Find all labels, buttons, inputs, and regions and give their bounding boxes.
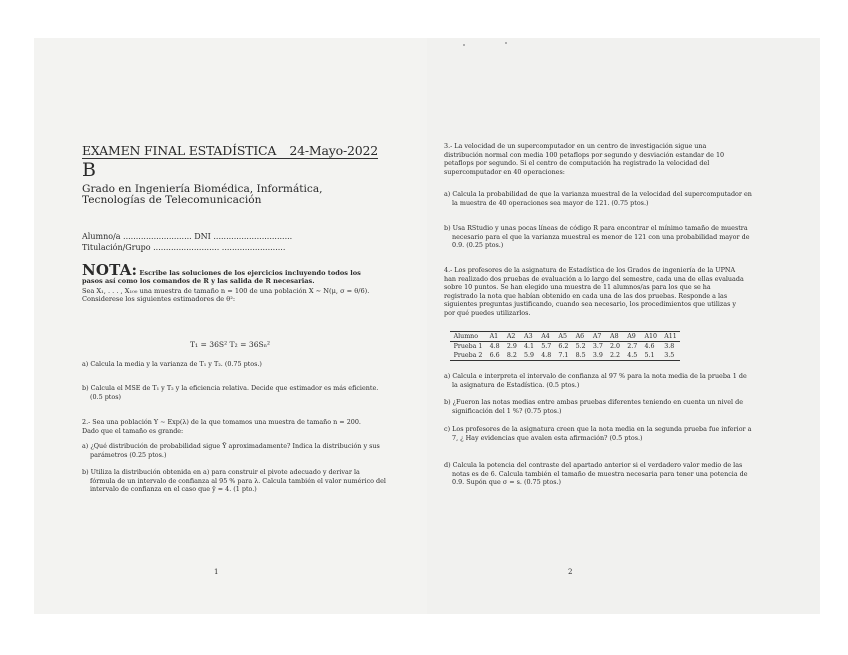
grades-table — [450, 331, 680, 361]
exercise-4d: d) Calcula la potencia del contraste del apartado anterior si el verdadero valor medio de las notas es de 6. Calcula también el tamaño de muestra necesaria para tener una potencia de 0.9. Supón que σ = s. (0.75 ptos.) — [444, 461, 748, 487]
scanned-exam — [34, 38, 820, 614]
table-row — [450, 351, 680, 361]
table-cell: 2.9 — [506, 343, 517, 350]
table-cell: 3.8 — [664, 343, 675, 350]
exercise-2b: b) Utiliza la distribución obtenida en a) para construir el pivote adecuado y derivar la fórmula de un intervalo de confianza al 95 % para λ. Calcula también el valor numérico del intervalo de confianza en el caso que ȳ = 4. (1 pto.) — [82, 468, 386, 494]
table-cell: 3.5 — [664, 352, 675, 359]
exercise-2-intro: 2.- Sea una población Y ∼ Exp(λ) de la que tomamos una muestra de tamaño n = 200. Dado que el tamaño es grande: — [82, 418, 361, 435]
table-header-row — [450, 332, 680, 342]
table-header-cell: A6 — [575, 333, 585, 340]
table-cell: 3.9 — [592, 352, 603, 359]
exercise-4b: b) ¿Fueron las notas medias entre ambas pruebas diferentes teniendo en cuenta un nivel de significación del 1 %? (0.75 ptos.) — [444, 398, 743, 415]
page-1 — [34, 38, 427, 614]
table-row — [450, 342, 680, 352]
exam-header — [82, 143, 378, 158]
table-cell: 4.6 — [644, 343, 655, 350]
exercise-1b: b) Calcula el MSE de T₁ y T₂ y la eficiencia relativa. Decide que estimador es más eficiente. (0.5 ptos) — [82, 384, 379, 401]
model-letter: B — [82, 159, 96, 181]
table-cell: 7.1 — [558, 352, 569, 359]
table-header-cell: A4 — [541, 333, 550, 340]
table-cell: 4.1 — [524, 343, 535, 350]
table-cell: 2.7 — [627, 343, 638, 350]
group-line: Titulación/Grupo .......................... ......................... — [82, 242, 286, 252]
exercise-1-intro: Sea X₁, . . . , X₁₀₀ una muestra de tamaño n = 100 de una población X ∼ N(μ, σ = θ/6). Considerese los siguientes estimadores de θ²: — [82, 286, 370, 303]
scan-speck — [463, 44, 465, 46]
page-number-1: 1 — [214, 568, 219, 576]
degree-title: Grado en Ingeniería Biomédica, Informática, Tecnologías de Telecomunicación — [82, 183, 323, 206]
table-cell: Prueba 1 — [453, 343, 483, 350]
table-header-cell: A8 — [610, 333, 619, 340]
table-cell: 5.2 — [575, 343, 586, 350]
student-id-block — [82, 232, 382, 253]
exercise-1a: a) Calcula la media y la varianza de T₁ y T₂. (0.75 ptos.) — [82, 360, 262, 368]
exercise-3b: b) Usa RStudio y unas pocas líneas de código R para encontrar el mínimo tamaño de muestra necesario para el que la varianza muestral es menor de 121 con una probabilidad mayor de 0.9. (0.25 ptos.) — [444, 224, 750, 250]
table-header-cell: A3 — [524, 333, 533, 340]
table-header-cell: A9 — [627, 333, 636, 340]
student-line: Alumno/a ........................... DNI ............................... — [82, 232, 293, 241]
table-cell: 5.7 — [541, 343, 552, 350]
table-cell: 6.6 — [489, 352, 500, 359]
page-number-2: 2 — [568, 568, 573, 576]
table-cell: 2.2 — [610, 352, 621, 359]
table-cell: 5.1 — [644, 352, 655, 359]
table-cell: 6.2 — [558, 343, 569, 350]
table-cell: 3.7 — [592, 343, 603, 350]
table-header-cell: A10 — [644, 333, 657, 340]
exercise-4-intro: 4.- Los profesores de la asignatura de Estadística de los Grados de ingeniería de la UPNA han realizado dos pruebas de evaluación a lo largo del semestre, cada una de ellas evaluada sobre 10 puntos. Se han elegido una muestra de 11 alumnos/as para los que se ha registrado la nota que habían obtenido en cada una de las dos pruebas. Responde a las siguientes preguntas justificando, cuando sea necesario, los procedimientos que utilizas y por qué puedes utilizarlos. — [444, 266, 744, 317]
exercise-3a: a) Calcula la probabilidad de que la varianza muestral de la velocidad del supercomputador en la muestra de 40 operaciones sea mayor de 121. (0.75 ptos.) — [444, 190, 752, 207]
table-cell: 4.8 — [489, 343, 500, 350]
nota-heading: NOTA: — [82, 261, 138, 279]
header-rule — [82, 158, 378, 159]
table-cell: 8.5 — [575, 352, 586, 359]
table-header-cell: A5 — [558, 333, 567, 340]
scan-speck — [505, 42, 507, 44]
nota-text: Escribe las soluciones de los ejercicios incluyendo todos los pasos así como los comandos de R y las salida de R necesarias. — [82, 269, 361, 286]
exercise-2a: a) ¿Qué distribución de probabilidad sigue Ȳ aproximadamente? Indica la distribución y sus parámetros (0.25 ptos.) — [82, 442, 380, 459]
page-2 — [427, 38, 820, 614]
exam-title: EXAMEN FINAL ESTADÍSTICA — [82, 143, 277, 158]
table-cell: 4.8 — [541, 352, 552, 359]
table-cell: 8.2 — [506, 352, 517, 359]
exam-date: 24-Mayo-2022 — [289, 143, 378, 158]
table-cell: 4.5 — [627, 352, 638, 359]
exercise-1-formula: T₁ = 36S² T₂ = 36Sₙ² — [189, 340, 271, 349]
exercise-4a: a) Calcula e interpreta el intervalo de confianza al 97 % para la nota media de la prueba 1 de la asignatura de Estadística. (0.5 ptos.) — [444, 372, 747, 389]
nota-block — [82, 261, 378, 303]
table-cell: 2.0 — [610, 343, 621, 350]
table-header-cell: Alumno — [453, 333, 479, 340]
table-header-cell: A2 — [506, 333, 516, 340]
table-header-cell: A11 — [664, 333, 677, 340]
table-header-cell: A7 — [592, 333, 602, 340]
exercise-3-intro: 3.- La velocidad de un supercomputador en un centro de investigación sigue una distribución normal con media 100 petaflops por segundo y desviación estandar de 10 petaflops por segundo. Si el centro de computación ha registrado la velocidad del supercomputador en 40 operaciones: — [444, 142, 725, 176]
table-header-cell: A1 — [489, 333, 499, 340]
table-cell: 5.9 — [524, 352, 535, 359]
table-cell: Prueba 2 — [453, 352, 483, 359]
exercise-4c: c) Los profesores de la asignatura creen que la nota media en la segunda prueba fue inferior a 7, ¿ Hay evidencias que avalen esta afirmación? (0.5 ptos.) — [444, 425, 752, 442]
